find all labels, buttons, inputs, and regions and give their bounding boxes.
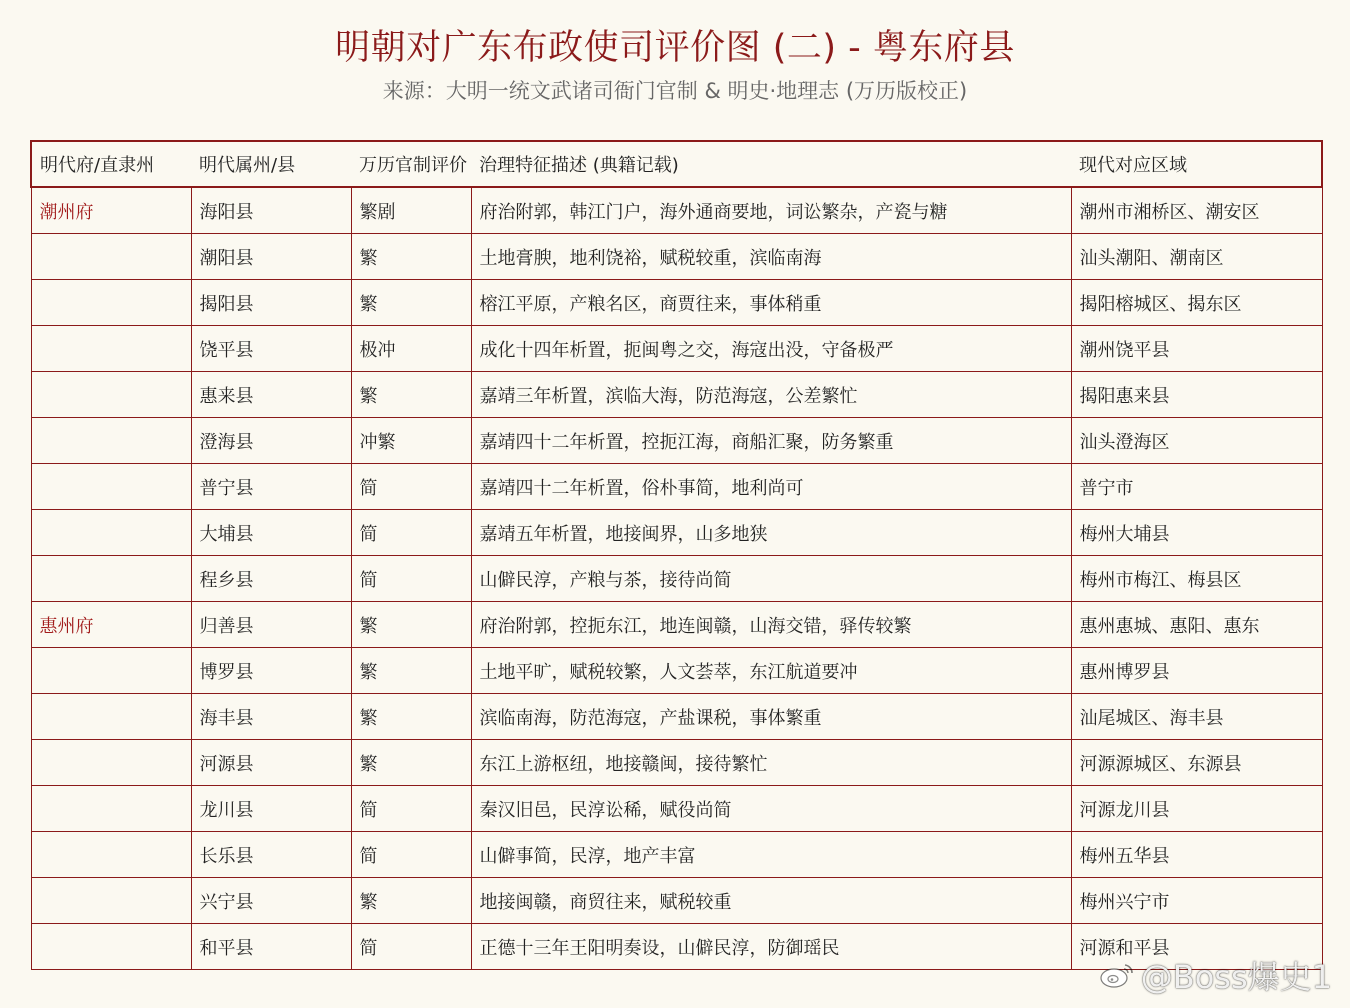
table-row: [31, 510, 1322, 556]
table-row: [31, 280, 1322, 326]
cell-modern-region: 河源源城区、东源县: [1071, 740, 1322, 786]
watermark: [1099, 952, 1332, 998]
cell-prefecture: [31, 740, 191, 786]
cell-county: 海阳县: [191, 187, 351, 234]
cell-description: 山僻事简，民淳，地产丰富: [471, 832, 1071, 878]
cell-description: 滨临南海，防范海寇，产盐课税，事体繁重: [471, 694, 1071, 740]
cell-modern-region: 惠州惠城、惠阳、惠东: [1071, 602, 1322, 648]
cell-rating: 简: [351, 510, 471, 556]
cell-rating: 繁: [351, 234, 471, 280]
cell-prefecture: [31, 372, 191, 418]
cell-description: 府治附郭，韩江门户，海外通商要地，词讼繁杂，产瓷与糖: [471, 187, 1071, 234]
cell-description: 土地膏腴，地利饶裕，赋税较重，滨临南海: [471, 234, 1071, 280]
cell-prefecture: [31, 464, 191, 510]
column-header-county: 明代属州/县: [191, 141, 351, 187]
cell-description: 地接闽赣，商贸往来，赋税较重: [471, 878, 1071, 924]
table-row: [31, 740, 1322, 786]
table-row: [31, 694, 1322, 740]
cell-modern-region: 揭阳榕城区、揭东区: [1071, 280, 1322, 326]
cell-rating: 冲繁: [351, 418, 471, 464]
cell-rating: 简: [351, 924, 471, 970]
cell-modern-region: 潮州市湘桥区、潮安区: [1071, 187, 1322, 234]
cell-county: 揭阳县: [191, 280, 351, 326]
cell-prefecture: [31, 648, 191, 694]
cell-rating: 繁: [351, 694, 471, 740]
cell-modern-region: 河源和平县: [1071, 924, 1322, 970]
cell-modern-region: 河源龙川县: [1071, 786, 1322, 832]
evaluation-table: [30, 140, 1323, 970]
cell-prefecture: [31, 878, 191, 924]
cell-prefecture: [31, 694, 191, 740]
cell-prefecture: 惠州府: [31, 602, 191, 648]
cell-county: 普宁县: [191, 464, 351, 510]
cell-rating: 简: [351, 786, 471, 832]
cell-rating: 繁: [351, 740, 471, 786]
cell-prefecture: [31, 556, 191, 602]
cell-description: 嘉靖五年析置，地接闽界，山多地狭: [471, 510, 1071, 556]
column-header-description: 治理特征描述 (典籍记载): [471, 141, 1071, 187]
table-row: [31, 326, 1322, 372]
column-header-rating: 万历官制评价: [351, 141, 471, 187]
table-row: [31, 878, 1322, 924]
cell-prefecture: [31, 280, 191, 326]
cell-county: 和平县: [191, 924, 351, 970]
cell-modern-region: 汕头澄海区: [1071, 418, 1322, 464]
table-row: [31, 556, 1322, 602]
cell-county: 潮阳县: [191, 234, 351, 280]
page-title: 明朝对广东布政使司评价图 (二) - 粤东府县: [335, 28, 1015, 68]
cell-rating: 繁: [351, 372, 471, 418]
header-row: [31, 141, 1322, 187]
cell-rating: 繁剧: [351, 187, 471, 234]
table-row: [31, 418, 1322, 464]
cell-county: 程乡县: [191, 556, 351, 602]
cell-rating: 繁: [351, 878, 471, 924]
weibo-icon: [1099, 961, 1135, 989]
cell-county: 博罗县: [191, 648, 351, 694]
cell-description: 嘉靖四十二年析置，控扼江海，商船汇聚，防务繁重: [471, 418, 1071, 464]
cell-county: 澄海县: [191, 418, 351, 464]
cell-county: 归善县: [191, 602, 351, 648]
column-header-prefecture: 明代府/直隶州: [31, 141, 191, 187]
cell-modern-region: 梅州兴宁市: [1071, 878, 1322, 924]
cell-description: 土地平旷，赋税较繁，人文荟萃，东江航道要冲: [471, 648, 1071, 694]
cell-modern-region: 潮州饶平县: [1071, 326, 1322, 372]
cell-prefecture: [31, 832, 191, 878]
cell-prefecture: [31, 418, 191, 464]
cell-county: 龙川县: [191, 786, 351, 832]
cell-prefecture: [31, 234, 191, 280]
cell-county: 大埔县: [191, 510, 351, 556]
cell-prefecture: [31, 326, 191, 372]
cell-description: 秦汉旧邑，民淳讼稀，赋役尚简: [471, 786, 1071, 832]
table-row: [31, 602, 1322, 648]
table-body: [31, 187, 1322, 970]
cell-county: 兴宁县: [191, 878, 351, 924]
page-subtitle: 来源：大明一统文武诸司衙门官制 & 明史·地理志 (万历版校正): [382, 79, 968, 103]
table-row: [31, 464, 1322, 510]
watermark-text: @Boss爆史1: [1140, 958, 1332, 996]
cell-modern-region: 梅州五华县: [1071, 832, 1322, 878]
cell-rating: 简: [351, 556, 471, 602]
cell-modern-region: 梅州大埔县: [1071, 510, 1322, 556]
table-row: [31, 187, 1322, 234]
table-row: [31, 648, 1322, 694]
cell-description: 正德十三年王阳明奏设，山僻民淳，防御瑶民: [471, 924, 1071, 970]
cell-prefecture: [31, 924, 191, 970]
column-header-modern-region: 现代对应区域: [1071, 141, 1322, 187]
cell-modern-region: 梅州市梅江、梅县区: [1071, 556, 1322, 602]
cell-modern-region: 惠州博罗县: [1071, 648, 1322, 694]
cell-description: 东江上游枢纽，地接赣闽，接待繁忙: [471, 740, 1071, 786]
cell-rating: 繁: [351, 648, 471, 694]
table-row: [31, 832, 1322, 878]
cell-modern-region: 揭阳惠来县: [1071, 372, 1322, 418]
cell-description: 山僻民淳，产粮与茶，接待尚简: [471, 556, 1071, 602]
cell-prefecture: 潮州府: [31, 187, 191, 234]
cell-description: 嘉靖四十二年析置，俗朴事简，地利尚可: [471, 464, 1071, 510]
cell-county: 饶平县: [191, 326, 351, 372]
cell-rating: 繁: [351, 602, 471, 648]
cell-county: 惠来县: [191, 372, 351, 418]
table-header: [31, 141, 1322, 187]
table-row: [31, 786, 1322, 832]
cell-rating: 简: [351, 832, 471, 878]
cell-rating: 繁: [351, 280, 471, 326]
cell-prefecture: [31, 786, 191, 832]
cell-county: 河源县: [191, 740, 351, 786]
table-row: [31, 372, 1322, 418]
cell-county: 长乐县: [191, 832, 351, 878]
cell-rating: 简: [351, 464, 471, 510]
cell-county: 海丰县: [191, 694, 351, 740]
cell-description: 成化十四年析置，扼闽粤之交，海寇出没，守备极严: [471, 326, 1071, 372]
cell-description: 榕江平原，产粮名区，商贾往来，事体稍重: [471, 280, 1071, 326]
cell-prefecture: [31, 510, 191, 556]
table-row: [31, 234, 1322, 280]
cell-modern-region: 普宁市: [1071, 464, 1322, 510]
cell-description: 府治附郭，控扼东江，地连闽赣，山海交错，驿传较繁: [471, 602, 1071, 648]
cell-description: 嘉靖三年析置，滨临大海，防范海寇，公差繁忙: [471, 372, 1071, 418]
cell-rating: 极冲: [351, 326, 471, 372]
cell-modern-region: 汕头潮阳、潮南区: [1071, 234, 1322, 280]
cell-modern-region: 汕尾城区、海丰县: [1071, 694, 1322, 740]
